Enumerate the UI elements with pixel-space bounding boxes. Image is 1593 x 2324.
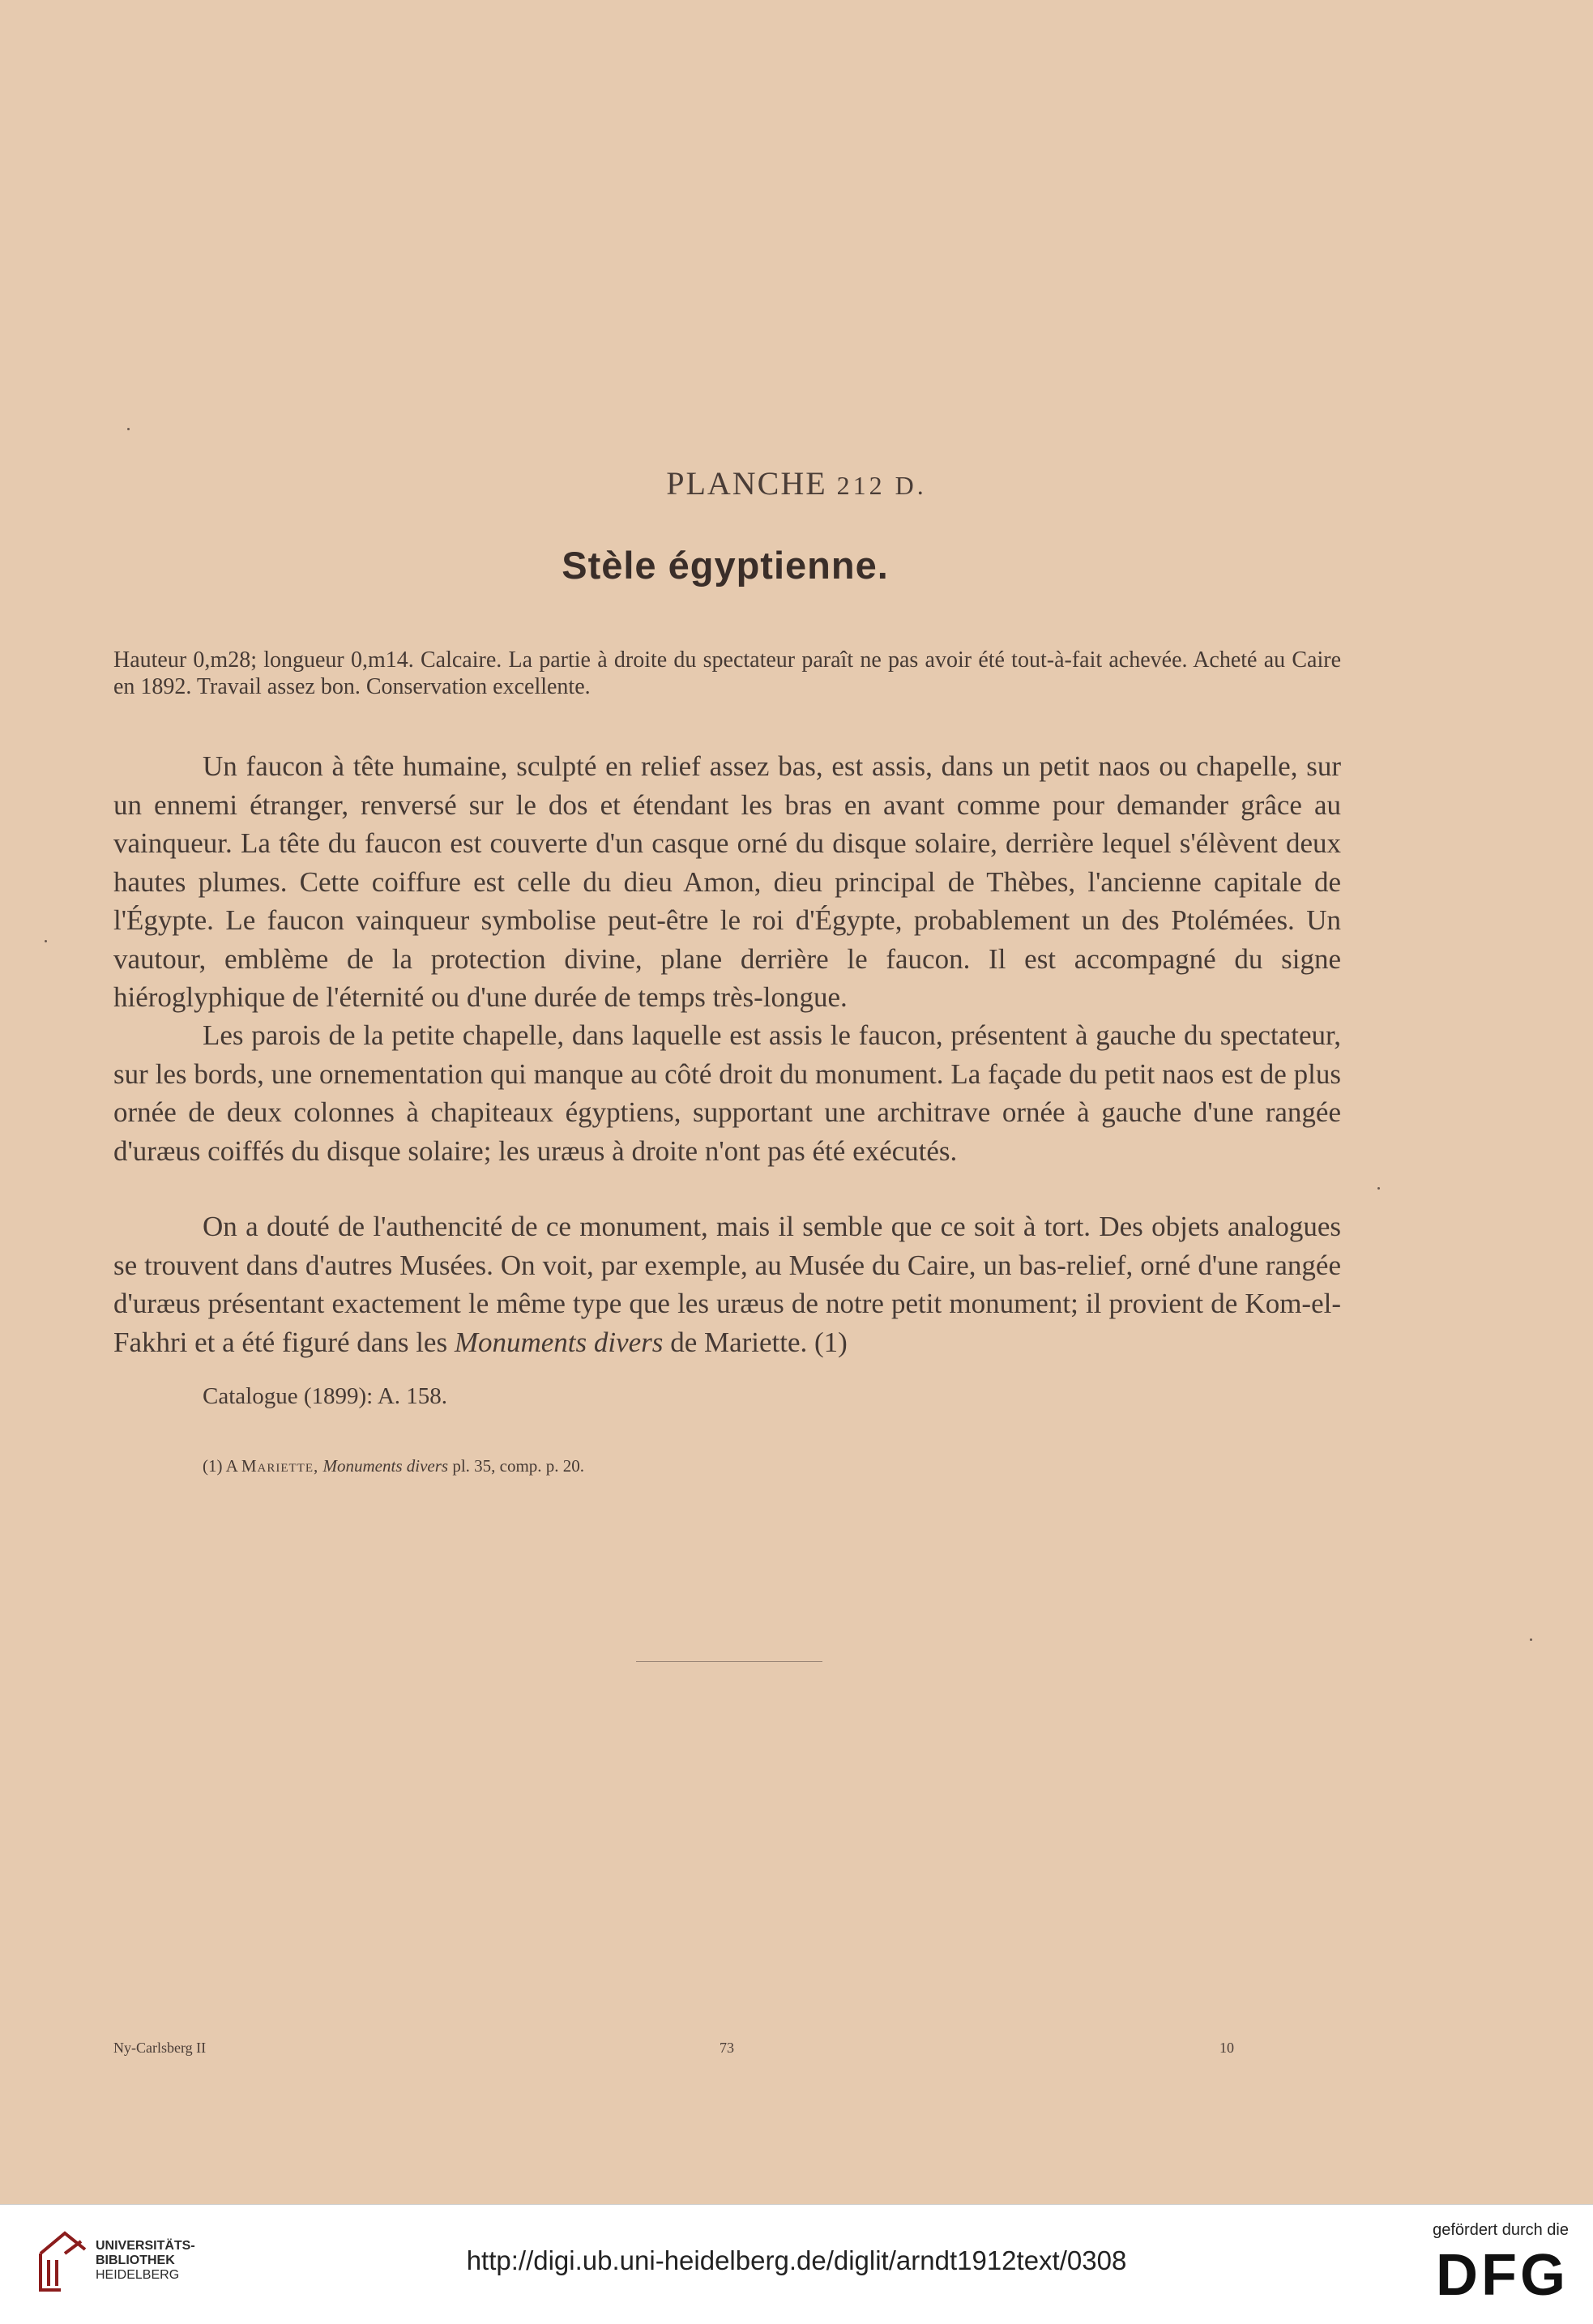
- footnote-prefix: (1) A: [203, 1456, 237, 1476]
- library-name-line3: HEIDELBERG: [96, 2268, 180, 2282]
- sheet-number: 10: [1219, 2040, 1234, 2056]
- dfg-logo: DFG: [1436, 2243, 1569, 2308]
- footnote: [203, 1456, 584, 1476]
- sponsor-block[interactable]: [1433, 2221, 1569, 2308]
- paragraph-3-text: On a douté de l'authencité de ce monument, mais il semble que ce soit à tort. Des objets analogues se trouvent dans d'autres Musées. On voit, par exemple, au Musée du Caire, un bas-relief, orné d'une rangée d'uræus présentant exactement le même type que les uræus de notre petit monument; il provient de Kom-el-Fakhri et a été figuré dans les: [113, 1211, 1341, 1358]
- paragraph-3-end: de Mariette. (1): [670, 1326, 848, 1358]
- footnote-author: Mariette,: [241, 1456, 319, 1476]
- scan-speck: [127, 428, 130, 430]
- footnote-work: Monuments divers: [322, 1456, 449, 1476]
- viewer-footer: [0, 2204, 1593, 2324]
- work-title: Monuments divers: [454, 1326, 664, 1358]
- library-name-line1: UNIVERSITÄTS-: [96, 2239, 195, 2253]
- section-divider: [636, 1661, 822, 1662]
- scan-speck: [1530, 1638, 1532, 1641]
- sponsor-label: gefördert durch die: [1433, 2221, 1569, 2239]
- page-title: Stèle égyptienne.: [562, 544, 889, 587]
- collection-label: Ny-Carlsberg II: [113, 2040, 207, 2056]
- plate-label: PLANCHE: [666, 465, 827, 502]
- plate-number: 212 D.: [836, 471, 927, 500]
- paragraph-1: Un faucon à tête humaine, sculpté en relief assez bas, est assis, dans un petit naos ou chapelle, sur un ennemi étranger, renversé sur le dos et étendant les bras en avant comme pour demander grâce au vainqueur. La tête du faucon est couverte d'un casque orné du disque solaire, derrière lequel s'élèvent deux hautes plumes. Cette coiffure est celle du dieu Amon, dieu principal de Thèbes, l'ancienne capitale de l'Égypte. Le faucon vainqueur symbolise peut-être le roi d'Égypte, probablement un des Ptolémées. Un vautour, emblème de la protection divine, plane derrière le faucon. Il est accompagné du signe hiéroglyphique de l'éternité ou d'une durée de temps très-longue.: [113, 750, 1341, 1013]
- page-number: 73: [720, 2040, 734, 2056]
- library-name-line2: BIBLIOTHEK: [96, 2254, 175, 2267]
- footnote-ref: pl. 35, comp. p. 20.: [452, 1456, 585, 1476]
- scan-speck: [1377, 1187, 1380, 1190]
- object-description: Hauteur 0,m28; longueur 0,m14. Calcaire. La partie à droite du spectateur paraît ne pas avoir été tout-à-fait achevée. Acheté au Caire en 1892. Travail assez bon. Conservation excellente.: [113, 647, 1341, 699]
- paragraph-2: Les parois de la petite chapelle, dans laquelle est assis le faucon, présentent à gauche du spectateur, sur les bords, une ornementation qui manque au côté droit du monument. La façade du petit naos est de plus ornée de deux colonnes à chapiteaux égyptiens, supportant une architrave ornée à gauche d'une rangée d'uræus coiffés du disque solaire; les uræus à droite n'ont pas été exécutés.: [113, 1019, 1341, 1167]
- permalink-url[interactable]: http://digi.ub.uni-heidelberg.de/diglit/arndt1912text/0308: [466, 2245, 1127, 2275]
- scan-speck: [45, 940, 47, 942]
- plate-heading: [0, 464, 1593, 502]
- catalogue-reference: Catalogue (1899): A. 158.: [203, 1383, 448, 1409]
- paragraph-3: [113, 1207, 1341, 1361]
